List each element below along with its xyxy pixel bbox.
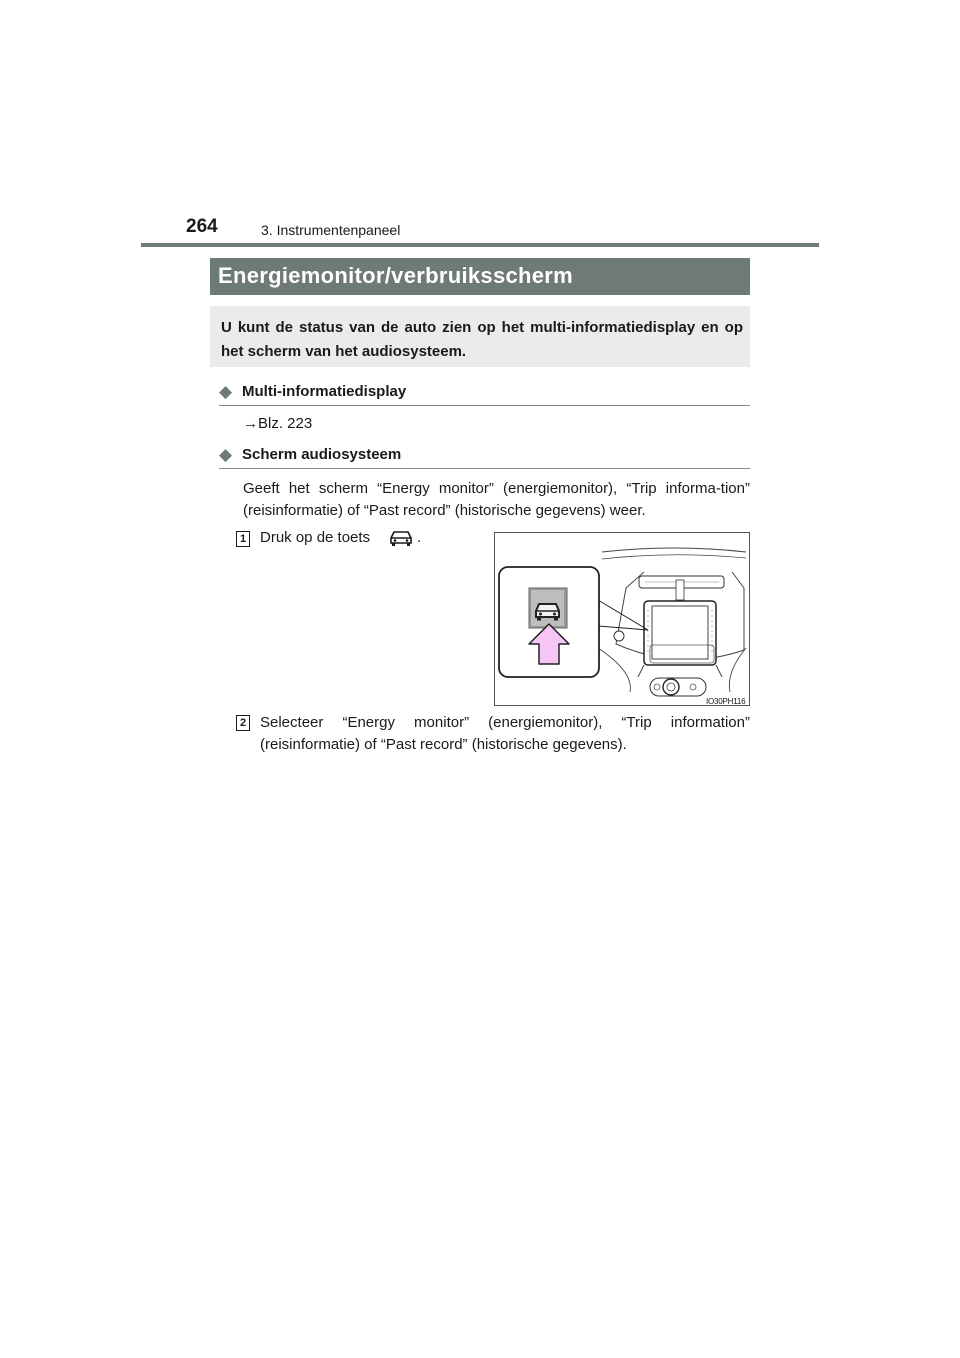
diamond-bullet-icon: ◆ xyxy=(219,382,233,401)
subsection-title: Multi-informatiedisplay xyxy=(242,383,407,400)
figure-caption: IO30PH116 xyxy=(706,697,746,706)
diamond-bullet-icon: ◆ xyxy=(219,445,233,464)
intro-box xyxy=(210,306,750,367)
car-icon xyxy=(389,529,413,547)
chapter-title: 3. Instrumentenpaneel xyxy=(261,222,401,238)
subsection-title: Scherm audiosysteem xyxy=(242,446,402,463)
section-title: Energiemonitor/verbruiksscherm xyxy=(218,263,574,288)
page-reference[interactable]: →Blz. 223 xyxy=(243,415,313,432)
step-1-text: Druk op de toets xyxy=(260,529,371,546)
header-divider xyxy=(141,243,819,247)
step-2-text: Selecteer “Energy monitor” (energiemonitor), “Trip information” (reisinformatie) of “Past record” (historische gegevens). xyxy=(260,714,750,753)
dashboard-figure xyxy=(494,532,750,706)
subsection-description: Geeft het scherm “Energy monitor” (energiemonitor), “Trip informa-tion” (reisinformatie) of “Past record” (historische gegevens) weer. xyxy=(243,480,750,519)
subsection-divider xyxy=(219,405,750,406)
page-number: 264 xyxy=(186,216,218,237)
section-title-bar xyxy=(210,258,750,295)
intro-text: U kunt de status van de auto zien op het multi-informatiedisplay en op het scherm van het audiosysteem. xyxy=(221,319,743,360)
car-button-icon xyxy=(529,588,567,628)
subsection-divider xyxy=(219,468,750,469)
step-1-suffix: . xyxy=(417,529,422,546)
step-number-1: 1 xyxy=(236,531,250,547)
step-number-2: 2 xyxy=(236,715,250,731)
